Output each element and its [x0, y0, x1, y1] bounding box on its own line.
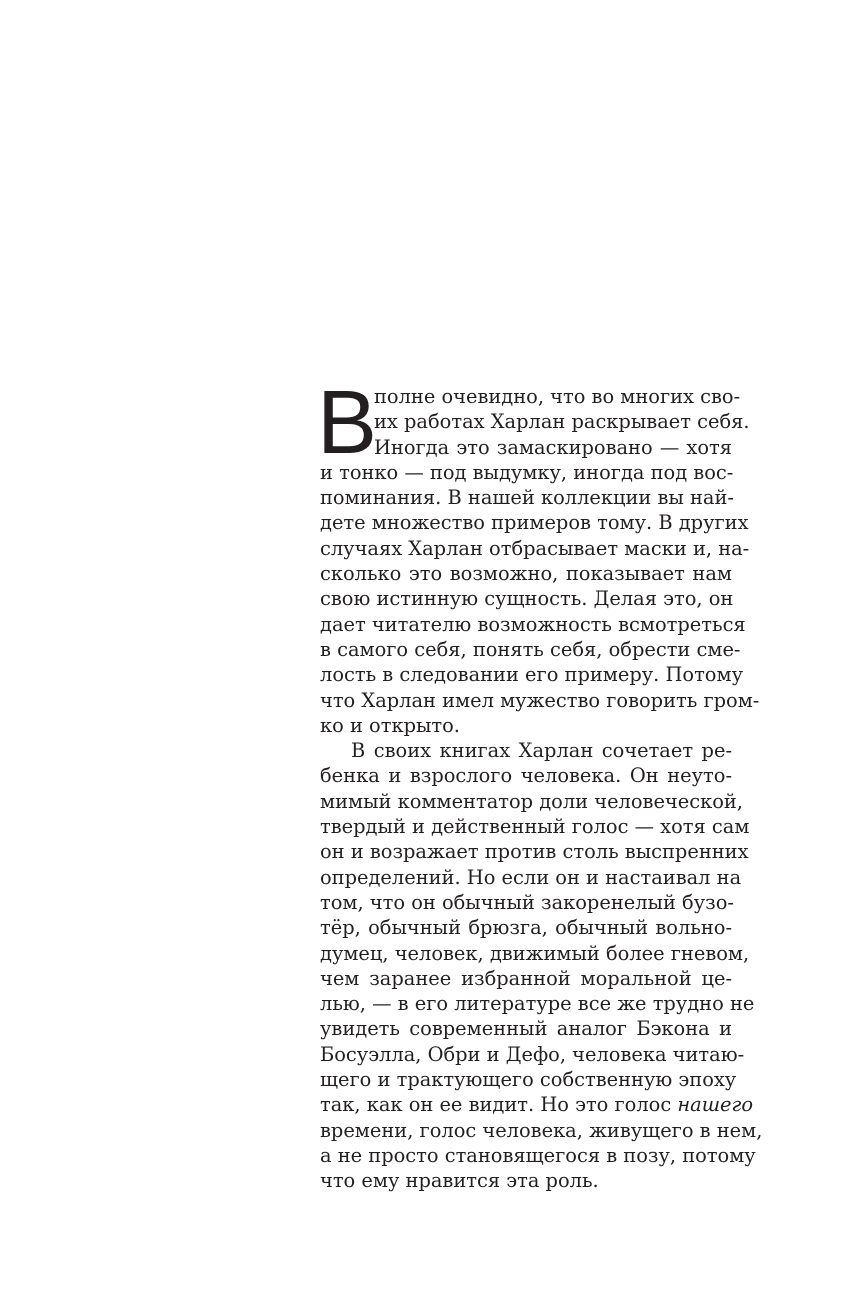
- text-line: чем заранее избранной моральной це-: [320, 966, 732, 990]
- text-line: поминания. В нашей коллекции вы най-: [320, 486, 734, 510]
- text-line: твердый и действенный голос — хотя сам: [320, 815, 750, 839]
- text-line: Босуэлла, Обри и Дефо, человека читаю-: [320, 1042, 745, 1066]
- text-line: сколько это возможно, показывает нам: [320, 562, 732, 586]
- text-line: и тонко — под выдумку, иногда под вос-: [320, 460, 734, 484]
- text-line: времени, голос человека, живущего в нем,: [320, 1118, 763, 1142]
- paragraph-2: [320, 738, 763, 1193]
- text-line: увидеть современный аналог Бэкона и: [320, 1017, 732, 1041]
- text-line: их работах Харлан раскрывает себя.: [374, 410, 750, 434]
- text-line: полне очевидно, что во многих сво-: [374, 385, 741, 408]
- text-line: думец, человек, движимый более гневом,: [320, 941, 750, 965]
- paragraph-1: [317, 373, 760, 738]
- text-line: случаях Харлан отбрасывает маски и, на-: [320, 536, 750, 560]
- text-segment: так, как он ее видит. Но это голос: [320, 1093, 678, 1117]
- text-line: тёр, обычный брюзга, обычный вольно-: [320, 916, 732, 940]
- text-line: определений. Но если он и настаивал на: [320, 865, 742, 889]
- text-line: лость в следовании его примеру. Потому: [320, 663, 743, 687]
- text-block: [317, 373, 763, 1194]
- text-line: [320, 1092, 754, 1117]
- text-line: том, что он обычный закоренелый бузо-: [320, 890, 734, 914]
- text-line: что Харлан имел мужество говорить гром-: [320, 688, 760, 712]
- text-line: что ему нравится эта роль.: [320, 1169, 599, 1193]
- text-line: ко и открыто.: [320, 713, 460, 737]
- text-line: он и возражает против столь выспренних: [320, 840, 749, 864]
- drop-cap: В: [317, 373, 378, 473]
- text-line: свою истинную сущность. Делая это, он: [320, 587, 734, 611]
- text-line: дете множество примеров тому. В других: [320, 511, 749, 535]
- text-line: щего и трактующего собственную эпоху: [320, 1068, 737, 1092]
- text-line: дает читателю возможность всмотреться: [320, 612, 746, 636]
- text-line: Иногда это замаскировано — хотя: [374, 435, 732, 459]
- text-line: в самого себя, понять себя, обрести сме-: [320, 637, 741, 661]
- text-line: В своих книгах Харлан сочетает ре-: [351, 739, 732, 763]
- emphasized-word: нашего: [677, 1093, 754, 1117]
- text-line: лью, — в его литературе все же трудно не: [320, 992, 755, 1016]
- text-line: мимый комментатор доли человеческой,: [320, 789, 743, 813]
- text-line: бенка и взрослого человека. Он неуто-: [320, 764, 732, 788]
- text-line: а не просто становящегося в позу, потому: [320, 1143, 756, 1167]
